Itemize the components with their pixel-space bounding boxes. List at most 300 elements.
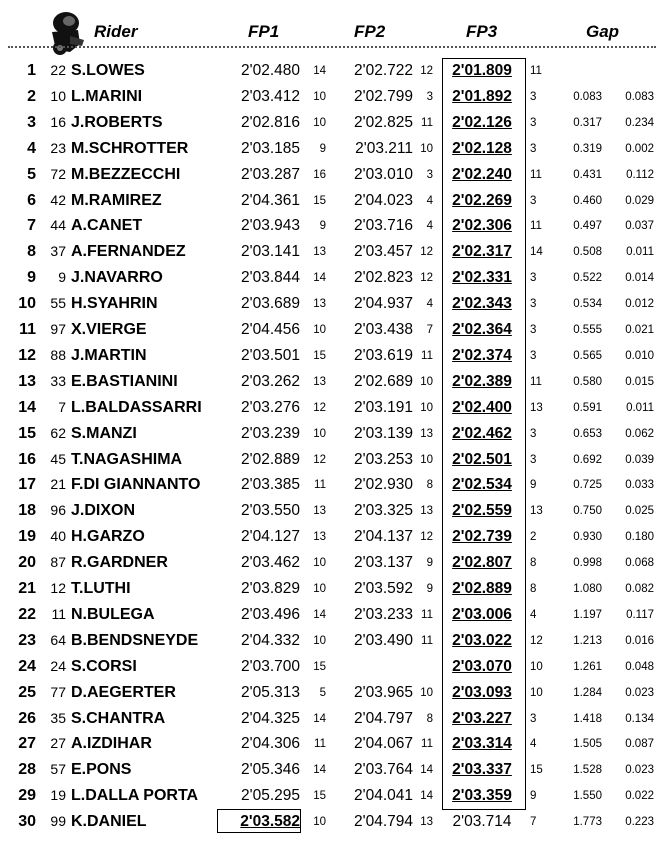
gap-to-leader: 0.460	[573, 194, 602, 207]
header-fp3: FP3	[466, 22, 498, 41]
fp3-time: 2'02.501	[452, 450, 512, 468]
header-fp2: FP2	[354, 22, 386, 41]
fp1-time: 2'02.816	[241, 113, 300, 131]
rider-number: 37	[50, 243, 66, 260]
fp2-time: 2'03.139	[354, 424, 413, 442]
gap-to-previous: 0.014	[625, 272, 654, 285]
fp2-time: 2'02.930	[354, 476, 413, 494]
rider-name: T.LUTHI	[71, 580, 131, 597]
fp1-lap: 16	[313, 168, 326, 181]
rider-name: K.DANIEL	[71, 813, 147, 831]
table-row	[0, 550, 668, 576]
rider-position: 2	[27, 87, 36, 105]
rider-position: 26	[18, 709, 36, 727]
fp2-lap: 4	[426, 298, 433, 311]
fp1-lap: 10	[313, 557, 326, 570]
rider-name: E.BASTIANINI	[71, 372, 178, 390]
fp1-time: 2'04.127	[241, 528, 300, 546]
fp1-time: 2'03.700	[241, 657, 300, 675]
table-row	[0, 369, 668, 395]
best-time-box	[217, 809, 301, 833]
fp3-time: 2'02.374	[452, 346, 512, 364]
fp3-time: 2'02.343	[452, 295, 512, 313]
fp3-time: 2'02.306	[452, 217, 512, 235]
fp3-time: 2'02.364	[452, 321, 512, 338]
fp1-lap: 13	[313, 246, 326, 259]
fp1-lap: 10	[313, 816, 326, 829]
fp1-lap: 10	[313, 583, 326, 595]
fp3-time: 2'03.714	[452, 813, 512, 831]
fp2-lap: 8	[426, 712, 433, 725]
fp3-lap: 3	[530, 427, 537, 440]
fp1-lap: 10	[313, 427, 326, 440]
fp3-lap: 3	[530, 116, 537, 129]
fp1-time: 2'03.385	[241, 476, 300, 494]
gap-to-leader: 0.555	[573, 324, 602, 336]
fp3-lap: 11	[530, 375, 542, 388]
rider-position: 24	[18, 657, 36, 675]
gap-to-previous: 0.039	[625, 453, 654, 466]
gap-to-previous: 0.023	[625, 764, 654, 777]
table-row	[0, 188, 668, 214]
fp1-time: 2'03.141	[241, 243, 300, 261]
fp3-time: 2'02.400	[452, 398, 512, 416]
fp3-lap: 10	[530, 686, 543, 699]
rider-number: 12	[50, 580, 66, 596]
gap-to-previous: 0.033	[625, 479, 654, 492]
gap-to-previous: 0.011	[626, 401, 654, 414]
rider-number: 7	[58, 398, 66, 415]
rider-position: 9	[27, 269, 36, 287]
rider-name: L.BALDASSARRI	[71, 398, 202, 416]
rider-position: 25	[18, 683, 36, 701]
table-row	[0, 343, 668, 369]
rider-number: 42	[50, 191, 66, 208]
rider-position: 27	[18, 735, 36, 753]
gap-to-previous: 0.068	[625, 557, 654, 570]
gap-to-previous: 0.023	[625, 686, 654, 699]
fp2-lap: 10	[420, 686, 433, 699]
rider-position: 22	[18, 605, 36, 623]
rider-name: J.DIXON	[71, 502, 136, 520]
fp2-time: 2'04.137	[354, 528, 413, 546]
fp1-time: 2'03.550	[241, 502, 300, 520]
gap-to-leader: 1.284	[573, 686, 602, 699]
rider-number: 88	[50, 346, 66, 363]
fp3-time: 2'03.227	[452, 709, 512, 727]
fp2-lap: 11	[421, 738, 433, 751]
fp3-lap: 13	[530, 401, 543, 414]
fp1-lap: 13	[313, 531, 326, 544]
table-row	[0, 136, 668, 162]
rider-name: S.MANZI	[71, 424, 137, 442]
rider-number: 19	[50, 787, 66, 804]
fp2-lap: 3	[426, 168, 433, 181]
fp1-lap: 9	[319, 142, 326, 155]
gap-to-leader: 0.653	[573, 427, 602, 440]
gap-to-previous: 0.117	[626, 608, 654, 621]
fp2-lap: 9	[426, 557, 433, 570]
fp2-time: 2'03.490	[354, 631, 413, 649]
fp3-time: 2'02.462	[452, 424, 512, 442]
gap-to-previous: 0.037	[625, 220, 654, 233]
fp2-time: 2'04.937	[354, 295, 413, 313]
table-row	[0, 317, 668, 343]
fp2-lap: 11	[421, 116, 433, 129]
fp1-lap: 10	[313, 90, 326, 103]
fp2-lap: 9	[426, 583, 433, 595]
fp3-lap: 11	[530, 168, 542, 181]
rider-number: 10	[50, 87, 66, 104]
fp3-lap: 11	[530, 65, 542, 77]
fp1-time: 2'03.185	[241, 139, 300, 157]
rider-position: 18	[18, 502, 36, 520]
fp2-lap: 10	[420, 142, 433, 155]
fp3-lap: 10	[530, 660, 543, 673]
fp1-lap: 14	[313, 272, 326, 285]
rider-name: F.DI GIANNANTO	[71, 476, 201, 494]
table-row	[0, 628, 668, 654]
fp2-lap: 13	[420, 427, 433, 440]
rider-number: 72	[50, 165, 66, 182]
table-row	[0, 524, 668, 550]
fp2-lap: 3	[426, 90, 433, 103]
rider-number: 64	[50, 631, 66, 648]
table-row	[0, 731, 668, 757]
gap-to-leader: 1.418	[573, 712, 602, 725]
fp3-lap: 7	[530, 816, 537, 829]
gap-to-leader: 1.080	[573, 583, 602, 595]
fp1-lap: 9	[319, 220, 326, 233]
fp2-time: 2'04.794	[354, 813, 413, 831]
table-row	[0, 265, 668, 291]
fp2-time: 2'02.799	[354, 87, 413, 105]
fp3-time: 2'03.022	[452, 631, 512, 649]
rider-name: E.PONS	[71, 761, 132, 779]
gap-to-leader: 0.580	[573, 375, 602, 388]
table-row	[0, 239, 668, 265]
gap-to-leader: 1.261	[573, 660, 602, 673]
fp1-lap: 11	[314, 738, 326, 751]
fp2-time: 2'04.041	[354, 787, 413, 805]
table-row	[0, 472, 668, 498]
rider-number: 21	[50, 476, 66, 493]
gap-to-leader: 1.197	[573, 608, 602, 621]
rider-name: S.CORSI	[71, 657, 137, 675]
fp3-time: 2'02.128	[452, 139, 512, 157]
gap-to-previous: 0.025	[625, 505, 654, 518]
fp2-lap: 10	[420, 375, 433, 388]
rider-name: M.SCHROTTER	[71, 139, 189, 157]
rider-number: 45	[50, 450, 66, 467]
gap-to-leader: 0.534	[573, 298, 602, 311]
fp1-lap: 11	[314, 479, 326, 492]
rider-name: M.RAMIREZ	[71, 191, 162, 209]
fp1-lap: 14	[313, 65, 326, 77]
header-rider: Rider	[94, 22, 138, 41]
fp3-lap: 3	[530, 194, 537, 207]
gap-to-leader: 0.508	[573, 246, 602, 259]
rider-name: J.ROBERTS	[71, 113, 163, 131]
rider-number: 9	[58, 269, 66, 286]
fp2-time: 2'03.764	[354, 761, 413, 779]
rider-number: 57	[50, 761, 66, 778]
fp3-time: 2'03.006	[452, 605, 512, 623]
fp2-time: 2'03.965	[354, 683, 413, 701]
table-row	[0, 395, 668, 421]
rider-name: D.AEGERTER	[71, 683, 176, 701]
fp2-lap: 10	[420, 453, 433, 466]
fp3-lap: 15	[530, 764, 543, 777]
table-row	[0, 213, 668, 239]
fp1-time: 2'03.262	[241, 372, 300, 390]
rider-name: J.NAVARRO	[71, 269, 163, 287]
fp1-time: 2'04.306	[241, 735, 300, 753]
fp3-time: 2'03.359	[452, 787, 512, 805]
gap-to-leader: 1.773	[573, 816, 602, 829]
fp1-time: 2'04.361	[241, 191, 300, 209]
fp3-lap: 3	[530, 90, 537, 103]
fp3-time: 2'02.331	[452, 269, 512, 287]
rider-position: 10	[18, 295, 36, 313]
fp1-time: 2'04.325	[241, 709, 300, 727]
fp2-lap: 4	[426, 220, 433, 233]
rider-number: 16	[50, 113, 66, 130]
table-row	[0, 809, 668, 835]
gap-to-previous: 0.082	[625, 583, 654, 595]
fp2-time: 2'04.797	[354, 709, 413, 727]
fp2-lap: 12	[420, 65, 433, 77]
gap-to-leader: 0.319	[573, 142, 602, 155]
rider-name: S.LOWES	[71, 62, 145, 79]
fp2-time: 2'02.823	[354, 269, 413, 287]
rider-name: L.MARINI	[71, 87, 143, 105]
fp3-time: 2'02.534	[452, 476, 512, 494]
fp1-lap: 13	[313, 505, 326, 518]
gap-to-previous: 0.180	[625, 531, 654, 544]
rider-position: 3	[27, 113, 36, 131]
gap-to-previous: 0.016	[625, 634, 654, 647]
fp2-time: 2'03.137	[354, 554, 413, 572]
fp3-lap: 3	[530, 324, 537, 336]
fp3-lap: 3	[530, 298, 537, 311]
fp2-time: 2'02.825	[354, 113, 413, 131]
rider-name: M.BEZZECCHI	[71, 165, 181, 183]
fp2-time: 2'03.716	[354, 217, 413, 235]
gap-to-previous: 0.021	[625, 324, 654, 336]
fp2-lap: 13	[420, 505, 433, 518]
rider-name: A.CANET	[71, 217, 143, 235]
rider-position: 16	[18, 450, 36, 468]
fp1-lap: 10	[313, 324, 326, 336]
gap-to-previous: 0.010	[625, 349, 654, 362]
fp1-time: 2'05.313	[241, 683, 300, 701]
gap-to-previous: 0.012	[625, 298, 654, 311]
fp3-time: 2'02.269	[452, 191, 512, 209]
gap-to-leader: 1.528	[573, 764, 602, 777]
fp3-time: 2'02.126	[452, 113, 512, 131]
fp2-lap: 7	[426, 324, 433, 336]
fp1-time: 2'03.239	[241, 424, 300, 442]
gap-to-leader: 0.692	[573, 453, 602, 466]
gap-to-leader: 0.083	[573, 90, 602, 103]
rider-name: L.DALLA PORTA	[71, 787, 199, 805]
gap-to-previous: 0.234	[625, 116, 654, 129]
fp1-time: 2'02.480	[241, 62, 300, 79]
table-row	[0, 654, 668, 680]
fp3-lap: 9	[530, 479, 537, 492]
rider-position: 28	[18, 761, 36, 779]
fp3-lap: 3	[530, 349, 537, 362]
rider-name: A.FERNANDEZ	[71, 243, 186, 261]
gap-to-previous: 0.011	[626, 246, 654, 259]
rider-position: 7	[27, 217, 36, 235]
gap-to-previous: 0.048	[625, 660, 654, 673]
fp2-time: 2'03.253	[354, 450, 413, 468]
fp3-time: 2'01.809	[452, 62, 512, 79]
rider-number: 97	[50, 321, 66, 337]
gap-to-leader: 0.725	[573, 479, 602, 492]
rider-number: 24	[50, 657, 66, 674]
fp1-time: 2'03.276	[241, 398, 300, 416]
gap-to-leader: 0.565	[573, 349, 602, 362]
fp2-lap: 11	[421, 349, 433, 362]
fp1-lap: 10	[313, 116, 326, 129]
rider-number: 87	[50, 554, 66, 571]
fp1-time: 2'03.943	[241, 217, 300, 235]
fp3-time: 2'02.317	[452, 243, 512, 261]
gap-to-leader: 0.497	[573, 220, 602, 233]
table-row	[0, 680, 668, 706]
fp1-time: 2'03.412	[241, 87, 300, 105]
fp3-time: 2'03.070	[452, 657, 512, 675]
fp1-lap: 13	[313, 375, 326, 388]
fp2-lap: 10	[420, 401, 433, 414]
fp3-time: 2'02.240	[452, 165, 512, 183]
fp3-lap: 3	[530, 712, 537, 725]
rider-name: X.VIERGE	[71, 321, 147, 338]
fp1-lap: 10	[313, 634, 326, 647]
fp2-time: 2'03.233	[354, 605, 413, 623]
gap-to-previous: 0.112	[626, 168, 654, 181]
fp3-time: 2'03.314	[452, 735, 512, 753]
fp1-lap: 14	[313, 712, 326, 725]
rider-position: 23	[18, 631, 36, 649]
rider-name: A.IZDIHAR	[71, 735, 152, 753]
fp3-time: 2'01.892	[452, 87, 512, 105]
gap-to-leader: 1.550	[573, 790, 602, 803]
table-row	[0, 757, 668, 783]
gap-to-leader: 0.998	[573, 557, 602, 570]
fp2-time: 2'02.722	[354, 62, 413, 79]
fp3-lap: 13	[530, 505, 543, 518]
table-row	[0, 783, 668, 809]
fp1-time: 2'05.346	[241, 761, 300, 779]
fp1-time: 2'03.582	[240, 813, 300, 831]
gap-to-previous: 0.029	[625, 194, 654, 207]
rider-number: 11	[51, 605, 66, 622]
fp2-lap: 11	[421, 608, 433, 621]
rider-number: 44	[50, 217, 66, 234]
gap-to-leader: 0.750	[573, 505, 602, 518]
rider-number: 35	[50, 709, 66, 726]
table-row	[0, 602, 668, 628]
fp3-lap: 14	[530, 246, 543, 259]
fp3-lap: 4	[530, 608, 537, 621]
gap-to-leader: 0.591	[573, 401, 602, 414]
rider-number: 23	[50, 139, 66, 156]
gap-to-leader: 0.431	[573, 168, 602, 181]
rider-number: 33	[50, 372, 66, 389]
rider-position: 11	[19, 321, 36, 338]
gap-to-previous: 0.134	[625, 712, 654, 725]
fp1-time: 2'03.501	[241, 346, 300, 364]
fp3-time: 2'02.807	[452, 554, 512, 572]
rider-number: 77	[50, 683, 66, 700]
fp2-time: 2'03.619	[354, 346, 413, 364]
fp3-lap: 3	[530, 453, 537, 466]
gap-to-leader: 0.317	[573, 116, 602, 129]
fp1-time: 2'05.295	[241, 787, 300, 805]
header-fp1: FP1	[248, 22, 280, 41]
rider-position: 19	[18, 528, 36, 546]
fp1-lap: 12	[313, 401, 326, 414]
rider-position: 30	[18, 813, 36, 831]
fp1-time: 2'03.496	[241, 605, 300, 623]
fp2-time: 2'03.191	[354, 398, 413, 416]
gap-to-previous: 0.002	[625, 142, 654, 155]
rider-position: 6	[27, 191, 36, 209]
rider-number: 27	[50, 735, 66, 752]
fp3-lap: 9	[530, 790, 537, 803]
rider-name: H.GARZO	[71, 528, 145, 546]
fp2-lap: 12	[420, 531, 433, 544]
gap-to-previous: 0.083	[625, 90, 654, 103]
rider-number: 62	[50, 424, 66, 441]
header-divider	[8, 46, 656, 48]
fp2-lap: 8	[426, 479, 433, 492]
fp2-lap: 12	[420, 246, 433, 259]
rider-name: N.BULEGA	[71, 605, 155, 623]
fp3-time: 2'03.093	[452, 683, 512, 701]
fp3-time: 2'02.389	[452, 372, 512, 390]
table-row	[0, 162, 668, 188]
fp1-lap: 13	[313, 298, 326, 311]
gap-to-leader: 0.930	[573, 531, 602, 544]
rider-name: B.BENDSNEYDE	[71, 631, 199, 649]
motorcycle-rider-icon	[40, 6, 90, 56]
gap-to-previous: 0.223	[625, 816, 654, 829]
rider-number: 22	[50, 62, 66, 78]
fp3-lap: 12	[530, 634, 543, 647]
fp1-time: 2'03.287	[241, 165, 300, 183]
fp1-lap: 15	[313, 660, 326, 673]
fp1-lap: 14	[313, 608, 326, 621]
fp2-time: 2'04.067	[354, 735, 413, 753]
rider-name: J.MARTIN	[71, 346, 147, 364]
rider-position: 5	[27, 165, 36, 183]
table-row	[0, 110, 668, 136]
table-row	[0, 447, 668, 473]
fp1-lap: 14	[313, 764, 326, 777]
fp3-time: 2'02.889	[452, 580, 512, 597]
rider-position: 13	[18, 372, 36, 390]
fp2-lap: 11	[421, 634, 433, 647]
rider-position: 1	[27, 62, 36, 79]
table-row	[0, 706, 668, 732]
table-row	[0, 421, 668, 447]
gap-to-previous: 0.062	[625, 427, 654, 440]
